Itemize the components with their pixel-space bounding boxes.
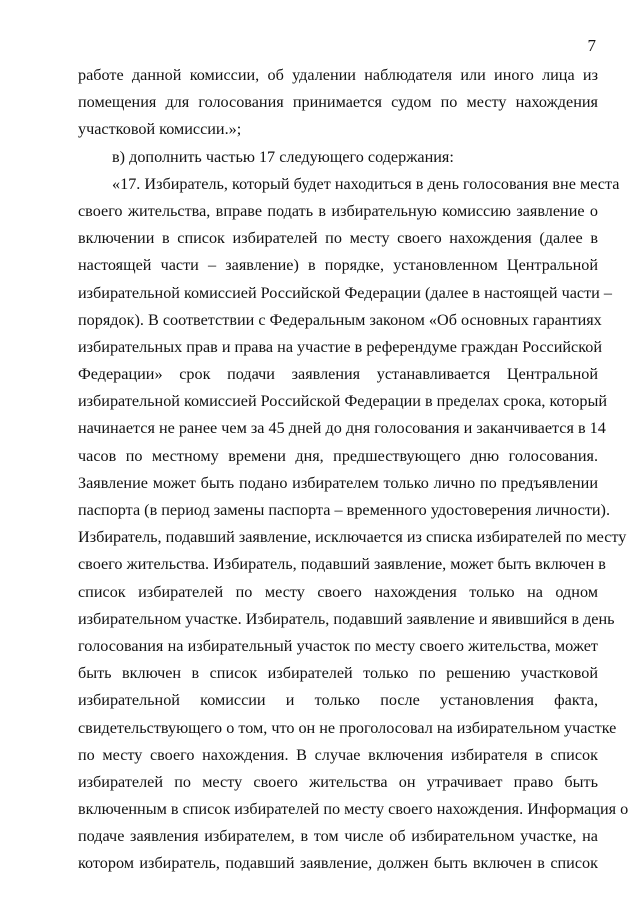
text-line: «17. Избиратель, который будет находиться в день голосования вне места xyxy=(112,174,620,193)
text-line: свидетельствующего о том, что он не проголосовал на избирательном участке xyxy=(78,718,617,737)
text-line: по месту своего нахождения. В случае включения избирателя в список xyxy=(78,745,598,764)
text-line: избирательной комиссии и только после установления факта, xyxy=(78,691,598,710)
text-line: избирательной комиссией Российской Федерации в пределах срока, который xyxy=(78,392,607,411)
text-line: включении в список избирателей по месту своего нахождения (далее в xyxy=(78,229,598,248)
text-line: настоящей части – заявление) в порядке, установленном Центральной xyxy=(78,256,598,275)
text-line: начинается не ранее чем за 45 дней до дня голосования и заканчивается в 14 xyxy=(78,419,606,438)
text-line: своего жительства. Избиратель, подавший заявление, может быть включен в xyxy=(78,555,606,574)
text-line: паспорта (в период замены паспорта – временного удостоверения личности). xyxy=(78,501,610,519)
page-number: 7 xyxy=(587,36,596,55)
text-line: своего жительства, вправе подать в избирательную комиссию заявление о xyxy=(78,201,598,220)
text-line: участковой комиссии.»; xyxy=(78,120,242,139)
text-line: голосования на избирательный участок по месту своего жительства, может xyxy=(78,636,598,655)
text-line: Федерации» срок подачи заявления устанавливается Центральной xyxy=(78,365,598,384)
document-body xyxy=(78,62,629,878)
text-line: котором избиратель, подавший заявление, должен быть включен в список xyxy=(78,854,598,873)
text-line: порядок). В соответствии с Федеральным законом «Об основных гарантиях xyxy=(78,310,602,329)
text-line: избирателей по месту своего жительства он утрачивает право быть xyxy=(78,772,598,791)
text-line: включенным в список избирателей по месту своего нахождения. Информация о xyxy=(78,800,629,819)
text-line: в) дополнить частью 17 следующего содержания: xyxy=(112,147,454,166)
text-line: Избиратель, подавший заявление, исключается из списка избирателей по месту xyxy=(78,528,627,547)
text-line: избирательных прав и права на участие в референдуме граждан Российской xyxy=(78,337,603,356)
text-line: помещения для голосования принимается судом по месту нахождения xyxy=(78,93,598,112)
text-line: избирательном участке. Избиратель, подавший заявление и явившийся в день xyxy=(78,609,615,628)
text-line: быть включен в список избирателей только по решению участковой xyxy=(78,664,598,683)
text-line: часов по местному времени дня, предшествующего дню голосования. xyxy=(78,446,598,465)
text-line: подаче заявления избирателем, в том числе об избирательном участке, на xyxy=(78,827,598,846)
text-line: работе данной комиссии, об удалении наблюдателя или иного лица из xyxy=(78,66,598,84)
text-line: Заявление может быть подано избирателем только лично по предъявлении xyxy=(78,473,598,492)
text-line: избирательной комиссией Российской Федерации (далее в настоящей части – xyxy=(78,283,612,302)
text-line: список избирателей по месту своего нахождения только на одном xyxy=(78,582,598,601)
